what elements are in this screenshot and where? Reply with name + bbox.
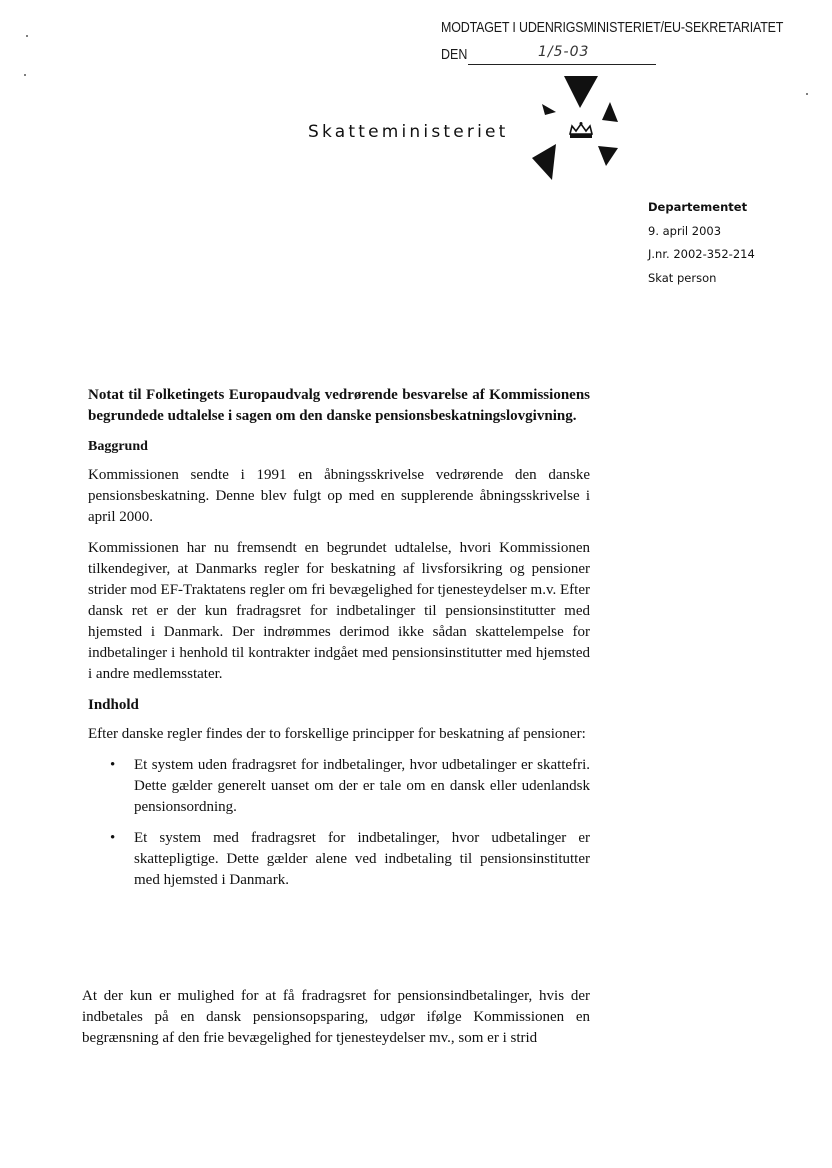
list-item-text: Et system med fradragsret for indbetalinger, hvor udbetalinger er skattepligtige. Dette gælder alene ved indbetaling til pensionsinstitutter med hjemsted i Danmark. xyxy=(134,830,590,888)
logo-triangle-bottom-left xyxy=(532,144,556,180)
logo-triangle-top xyxy=(564,76,598,108)
received-stamp-date-label: DEN xyxy=(441,47,468,63)
crown-icon xyxy=(570,122,592,138)
section-heading-content: Indhold xyxy=(88,697,139,713)
logo-triangle-right-small xyxy=(602,102,618,122)
ministry-logo-mark xyxy=(526,70,630,182)
bullet-icon: • xyxy=(110,830,116,846)
list-item xyxy=(88,755,590,818)
ministry-logo-text: Skatteministeriet xyxy=(308,122,509,142)
document-date: 9. april 2003 xyxy=(648,223,722,238)
scan-speck xyxy=(24,74,26,76)
office-label: Skat person xyxy=(648,270,717,285)
document-meta xyxy=(648,200,755,294)
paragraph: Kommissionen sendte i 1991 en åbningsskrivelse vedrørende den danske pensionsbeskatning. Denne blev fulgt op med en supplerende åbningsskrivelse i april 2000. xyxy=(88,467,590,525)
list-item xyxy=(88,828,590,891)
paragraph: Kommissionen har nu fremsendt en begrundet udtalelse, hvori Kommissionen tilkendegiver, at Danmarks regler for beskatning af livsforsikring og pensioner strider mod EF-Traktatens regler om fri bevægelighed for tjenesteydelser m.v. Efter dansk ret er der kun fradragsret for indbetalinger til pensionsinstitutter med hjemsted i Danmark. Der indrømmes derimod ikke sådan skattelempelse for indbetalinger i henhold til kontrakter indgået med pensionsinstitutter med hjemsted i andre medlemsstater. xyxy=(88,540,590,682)
paragraph-closing: At der kun er mulighed for at få fradragsret for pensionsindbetalinger, hvis der indbetales på en dansk pensionsopsparing, udgør ifølge Kommissionen en begrænsning af den frie bevægelighed for tjenesteydelser mv., som er i strid xyxy=(82,988,590,1046)
document-title: Notat til Folketingets Europaudvalg vedrørende besvarelse af Kommissionens begrundede udtalelse i sagen om den danske pensionsbeskatningslovgivning. xyxy=(88,387,590,424)
logo-triangle-bottom-right xyxy=(598,146,618,166)
handwritten-date: 1/5-03 xyxy=(538,44,590,60)
received-stamp-line: MODTAGET I UDENRIGSMINISTERIET/EU-SEKRETARIATET xyxy=(441,20,784,36)
stamp-date-underline xyxy=(468,64,656,65)
scan-speck xyxy=(806,93,808,95)
bullet-icon: • xyxy=(110,757,116,773)
section-heading-background: Baggrund xyxy=(88,439,148,454)
department-label: Departementet xyxy=(648,200,748,214)
scan-speck xyxy=(26,35,28,37)
paragraph: Efter danske regler findes der to forskellige principper for beskatning af pensioner: xyxy=(88,726,586,742)
list-item-text: Et system uden fradragsret for indbetalinger, hvor udbetalinger er skattefri. Dette gælder generelt uanset om der er tale om en dansk eller udenlandsk pensionsordning. xyxy=(134,757,590,815)
document-body xyxy=(88,385,590,901)
bullet-list xyxy=(88,755,590,891)
logo-triangle-left-small xyxy=(542,104,556,115)
journal-number: J.nr. 2002-352-214 xyxy=(648,247,755,261)
